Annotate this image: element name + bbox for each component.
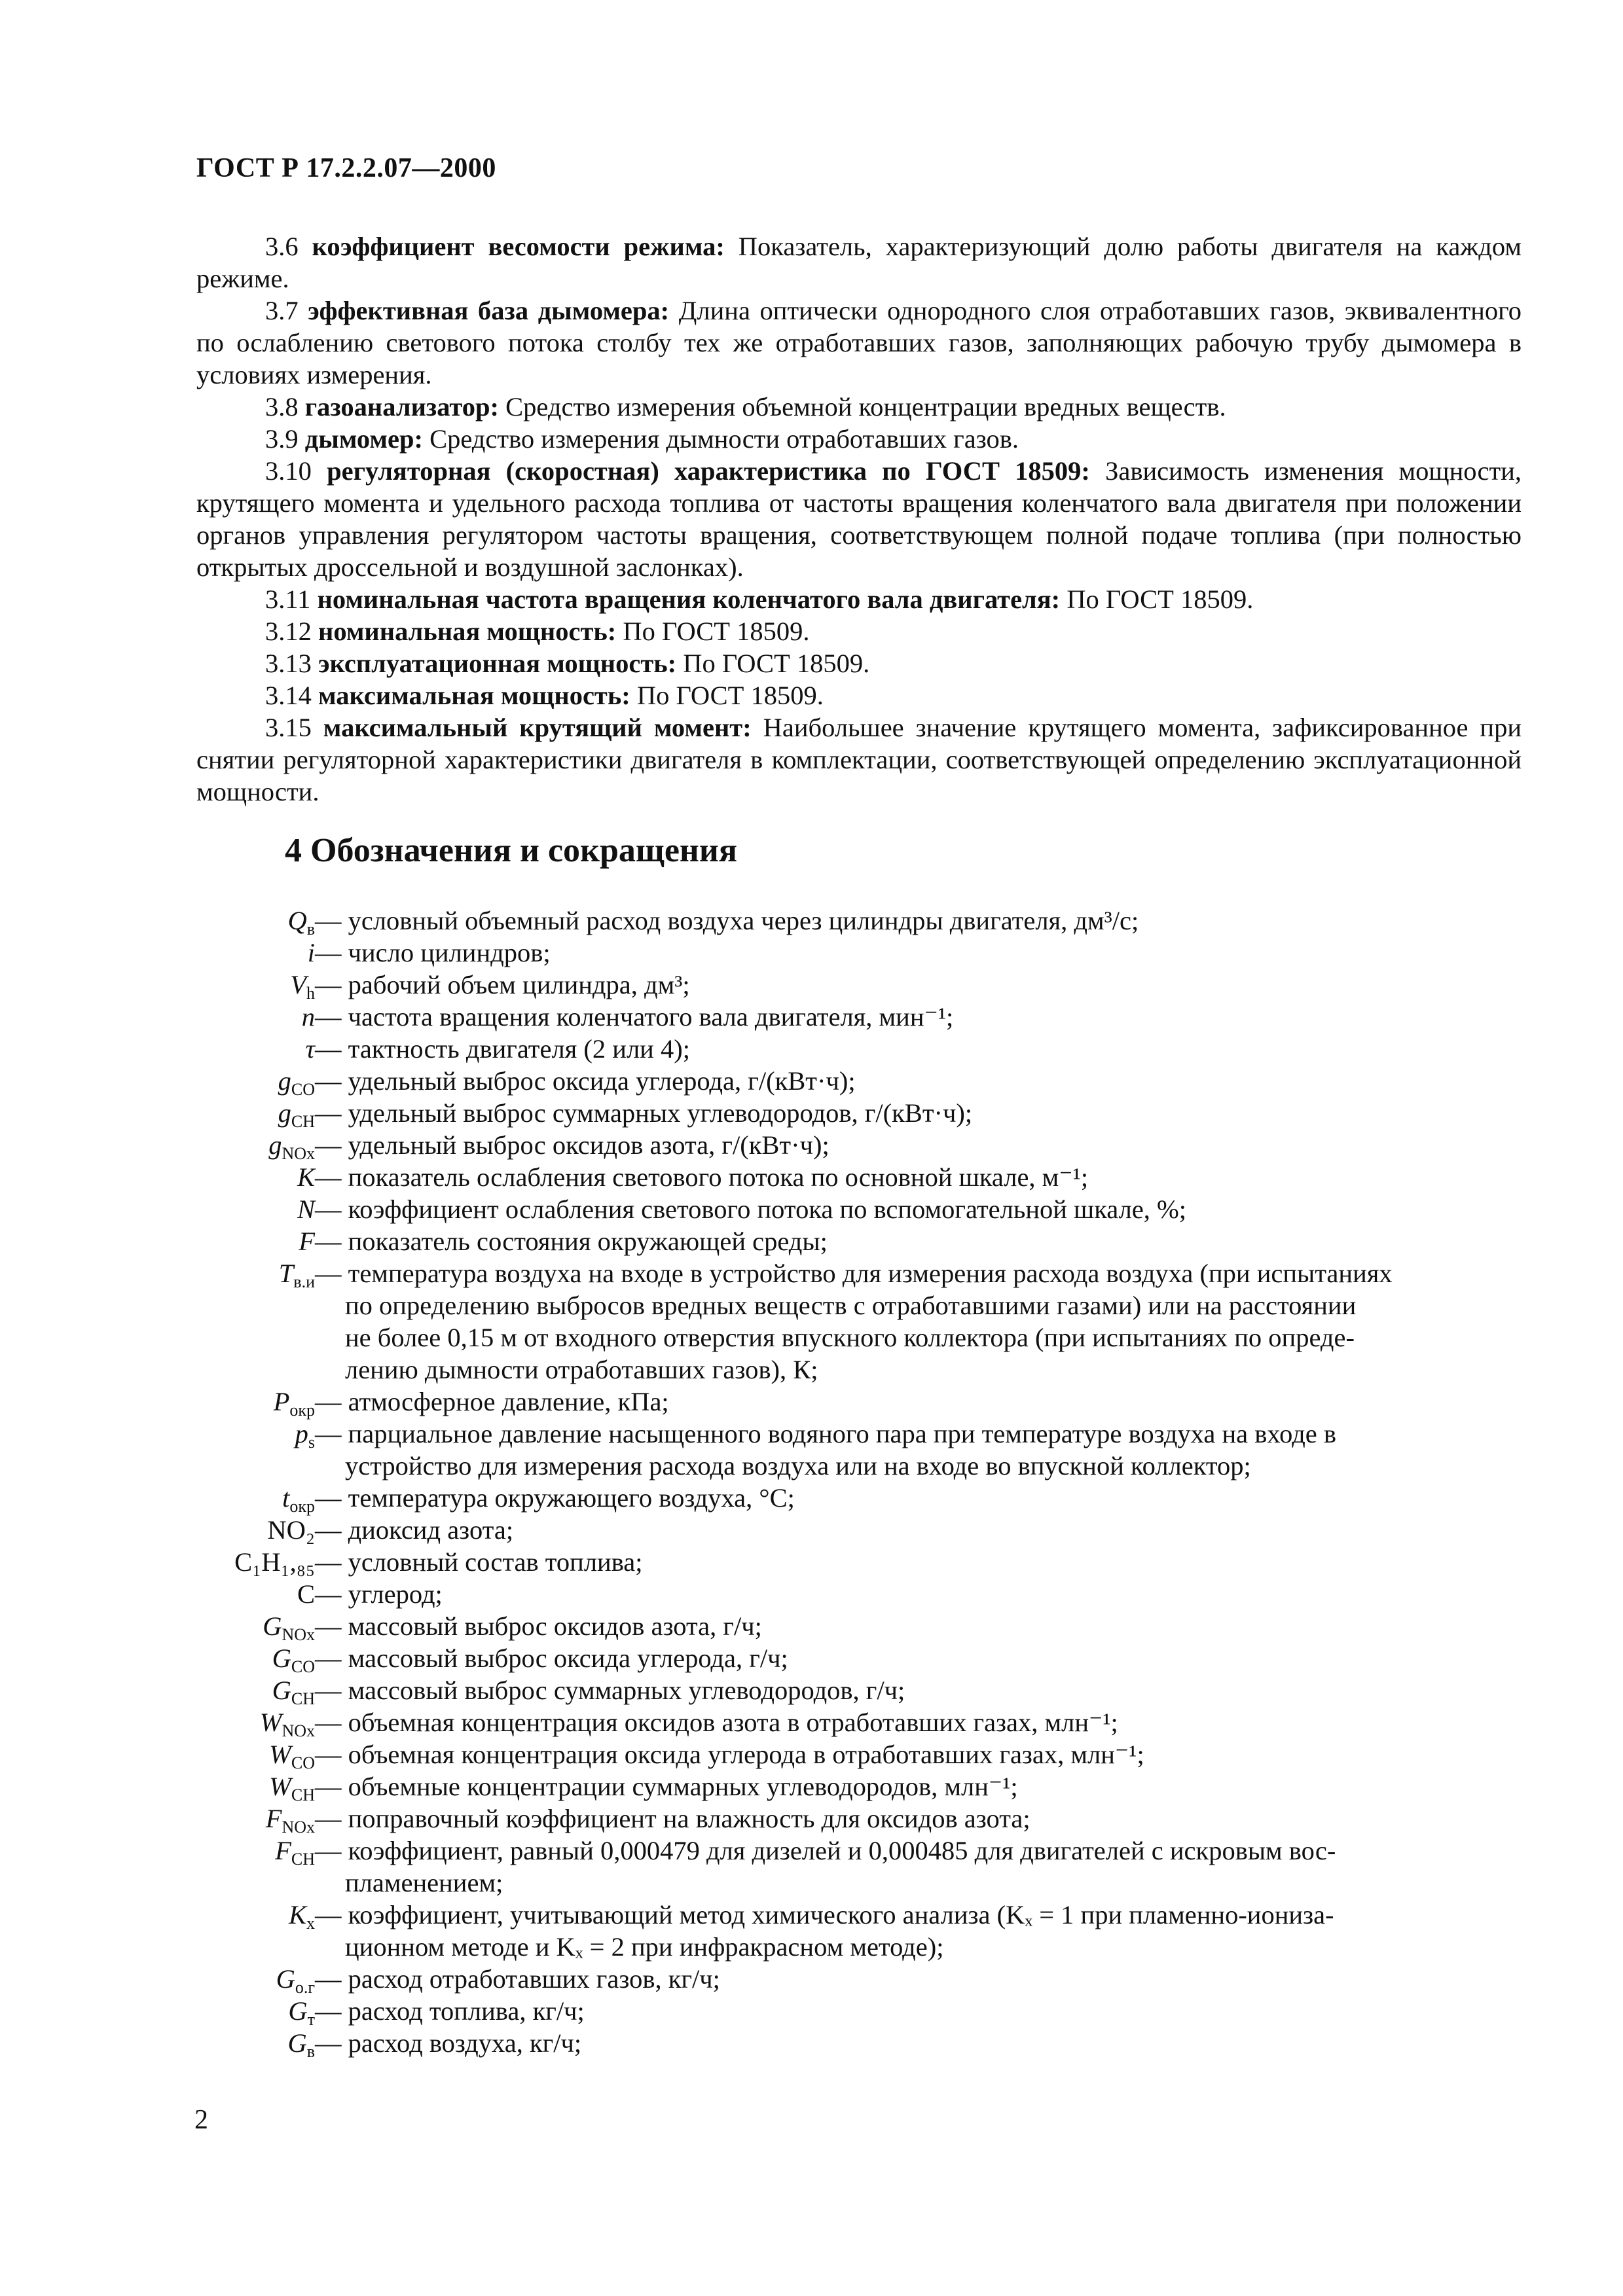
- notation-description: — массовый выброс оксидов азота, г/ч;: [315, 1611, 762, 1641]
- definition-term: номинальная частота вращения коленчатого вала двигателя:: [317, 584, 1061, 614]
- notation-description: — объемная концентрация оксидов азота в отработавших газах, млн⁻¹;: [315, 1708, 1118, 1737]
- notation-description: — атмосферное давление, кПа;: [315, 1387, 669, 1416]
- notation-description: — коэффициент ослабления светового потока по вспомогательной шкале, %;: [315, 1194, 1187, 1224]
- definition-text: Зависимость изменения мощности, крутящего момента и удельного расхода топлива от частоты вращения коленчатого вала двигателя при положении органов управления регулятором частоты вращения, соответствующем полной подаче топлива (при полностью открытых дроссельной и воздушной заслонках).: [196, 456, 1522, 582]
- notation-description: — углерод;: [315, 1579, 443, 1609]
- notation-item: [0, 1578, 1623, 1610]
- definition-term: максимальная мощность:: [318, 681, 630, 710]
- notation-description: — температура окружающего воздуха, °С;: [315, 1483, 795, 1513]
- notation-item: [0, 937, 1623, 969]
- notation-symbol: $g_{NOx}$: [268, 1130, 315, 1163]
- notation-description: — условный объемный расход воздуха через цилиндры двигателя, дм³/с;: [315, 906, 1139, 935]
- notation-item: [0, 1770, 1623, 1803]
- notation-item: [0, 1610, 1623, 1642]
- notation-description: — число цилиндров;: [315, 938, 551, 967]
- notation-item: [0, 1738, 1623, 1770]
- notation-description: — массовый выброс суммарных углеводородов, г/ч;: [315, 1676, 905, 1705]
- definition-text: Средство измерения объемной концентрации вредных веществ.: [505, 392, 1226, 422]
- notation-item: [0, 1706, 1623, 1738]
- definition-number: 3.7: [265, 296, 299, 325]
- notation-description: — частота вращения коленчатого вала двигателя, мин⁻¹;: [315, 1002, 954, 1031]
- notation-symbol: $G_в$: [287, 2028, 315, 2061]
- notation-symbol: $W_{CH}$: [269, 1772, 315, 1804]
- notation-item: [0, 1514, 1623, 1546]
- definition-item: [196, 583, 1522, 615]
- definition-text: По ГОСТ 18509.: [636, 681, 824, 710]
- definition-item: [196, 615, 1522, 647]
- notation-description: — расход топлива, кг/ч;: [315, 1996, 585, 2026]
- notation-description: — рабочий объем цилиндра, дм³;: [315, 970, 690, 999]
- definition-number: 3.8: [265, 392, 299, 422]
- notation-item: [0, 1129, 1623, 1161]
- definition-number: 3.11: [265, 584, 311, 614]
- notation-symbol: $F_{CH}$: [275, 1836, 315, 1869]
- definition-term: эксплуатационная мощность:: [318, 649, 677, 678]
- notation-item: [0, 1257, 1623, 1386]
- definition-number: 3.12: [265, 617, 312, 646]
- notation-symbol: $W_{NOx}$: [259, 1708, 315, 1740]
- notation-description: — удельный выброс суммарных углеводородов, г/(кВт·ч);: [315, 1098, 973, 1128]
- definition-term: максимальный крутящий момент:: [323, 713, 752, 742]
- notation-description: — диоксид азота;: [315, 1515, 514, 1545]
- notation-symbol: τ: [305, 1034, 315, 1064]
- notation-item: [0, 905, 1623, 937]
- notation-item: [0, 1001, 1623, 1033]
- notation-symbol: $G_{CH}$: [272, 1676, 315, 1708]
- notation-description: — условный состав топлива;: [315, 1547, 643, 1577]
- notation-description: — расход отработавших газов, кг/ч;: [315, 1964, 720, 1994]
- notation-symbol: NO₂: [267, 1515, 315, 1545]
- notation-symbol: $Q_в$: [287, 906, 315, 939]
- definition-term: газоанализатор:: [304, 392, 500, 422]
- notation-symbol: i: [307, 938, 315, 967]
- notation-description: — поправочный коэффициент на влажность для оксидов азота;: [315, 1804, 1030, 1833]
- notation-description: — тактность двигателя (2 или 4);: [315, 1034, 690, 1064]
- definition-item: [196, 647, 1522, 679]
- notation-item: [0, 1674, 1623, 1706]
- notation-symbol: $T_{в.и}$: [278, 1259, 315, 1291]
- notation-item: [0, 1386, 1623, 1418]
- definition-text: Показатель, характеризующий долю работы двигателя на каждом режиме.: [196, 232, 1522, 293]
- definition-text: Средство измерения дымности отработавших газов.: [429, 424, 1019, 454]
- definition-term: номинальная мощность:: [318, 617, 617, 646]
- definition-number: 3.13: [265, 649, 312, 678]
- definition-number: 3.14: [265, 681, 312, 710]
- definition-term: дымомер:: [304, 424, 423, 454]
- definition-term: коэффициент весомости режима:: [312, 232, 725, 261]
- notation-symbol: $K_x$: [288, 1900, 315, 1933]
- notation-symbol: $G_{NOx}$: [263, 1611, 315, 1644]
- notation-item: [0, 1642, 1623, 1674]
- notation-description: — коэффициент, равный 0,000479 для дизелей и 0,000485 для двигателей с искровым вос- пламенением;: [315, 1836, 1336, 1897]
- notation-item: [0, 1803, 1623, 1835]
- notation-item: [0, 1899, 1623, 1963]
- notation-symbol: $G_{о.г}$: [276, 1964, 315, 1997]
- notation-symbol: K: [297, 1162, 315, 1192]
- notation-description: — показатель ослабления светового потока по основной шкале, м⁻¹;: [315, 1162, 1089, 1192]
- notation-symbol: C₁H₁,₈₅: [234, 1547, 315, 1577]
- definition-item: [196, 295, 1522, 391]
- notation-item: [0, 1097, 1623, 1129]
- notation-symbol: $G_т$: [288, 1996, 315, 2029]
- notation-description: — температура воздуха на входе в устройство для измерения расхода воздуха (при испытаниях по определению выбросов вредных веществ с отработавшими газами) или на расстоянии не более 0,15 м от входного отверстия впускного коллектора (при испытаниях по опреде- лению дымности отработавших газов), К;: [315, 1259, 1393, 1384]
- notation-item: [0, 1482, 1623, 1514]
- definition-item: [196, 391, 1522, 423]
- notations-list: [0, 905, 1623, 2059]
- notation-item: [0, 1225, 1623, 1257]
- notation-description: — расход воздуха, кг/ч;: [315, 2028, 582, 2058]
- notation-item: [0, 969, 1623, 1001]
- notation-description: — объемные концентрации суммарных углеводородов, млн⁻¹;: [315, 1772, 1018, 1801]
- definition-item: [196, 423, 1522, 455]
- notation-item: [0, 1963, 1623, 1995]
- notation-symbol: $g_{CH}$: [278, 1098, 315, 1131]
- definition-text: По ГОСТ 18509.: [623, 617, 810, 646]
- definition-text: Наибольшее значение крутящего момента, зафиксированное при снятии регуляторной характеристики двигателя в комплектации, соответствующей определению эксплуатационной мощности.: [196, 713, 1522, 806]
- notation-symbol: $p_s$: [295, 1419, 315, 1452]
- notation-item: [0, 1995, 1623, 2027]
- section-title: 4 Обозначения и сокращения: [285, 832, 737, 869]
- definition-number: 3.6: [265, 232, 299, 261]
- notation-symbol: $g_{CO}$: [278, 1066, 315, 1099]
- notation-symbol: $W_{CO}$: [269, 1740, 315, 1772]
- definitions-list: [196, 230, 1522, 808]
- definition-item: [196, 711, 1522, 808]
- notation-symbol: C: [297, 1579, 315, 1609]
- notation-symbol: $P_{окр}$: [273, 1387, 315, 1420]
- notation-description: — удельный выброс оксида углерода, г/(кВт·ч);: [315, 1066, 856, 1096]
- definition-term: регуляторная (скоростная) характеристика по ГОСТ 18509:: [327, 456, 1090, 486]
- definition-number: 3.10: [265, 456, 312, 486]
- notation-item: [0, 2027, 1623, 2059]
- definition-text: Длина оптически однородного слоя отработавших газов, эквивалентного по ослаблению светового потока столбу тех же отработавших газов, заполняющих рабочую трубу дымомера в условиях измерения.: [196, 296, 1522, 389]
- definition-text: По ГОСТ 18509.: [683, 649, 870, 678]
- notation-symbol: n: [301, 1002, 315, 1031]
- definition-number: 3.9: [265, 424, 299, 454]
- notation-symbol: $G_{CO}$: [272, 1643, 315, 1676]
- notation-description: — массовый выброс оксида углерода, г/ч;: [315, 1643, 788, 1673]
- notation-item: [0, 1065, 1623, 1097]
- notation-item: [0, 1161, 1623, 1193]
- definition-item: [196, 230, 1522, 295]
- notation-item: [0, 1546, 1623, 1578]
- notation-symbol: $F_{NOx}$: [265, 1804, 315, 1837]
- page-number: 2: [194, 2105, 208, 2135]
- document-header: ГОСТ Р 17.2.2.07—2000: [196, 153, 496, 183]
- notation-symbol: $t_{окр}$: [282, 1483, 315, 1516]
- notation-description: — показатель состояния окружающей среды;: [315, 1227, 828, 1256]
- notation-description: — коэффициент, учитывающий метод химического анализа (Kₓ = 1 при пламенно-иониза- ционном методе и Kₓ = 2 при инфракрасном методе);: [315, 1900, 1334, 1962]
- definition-term: эффективная база дымомера:: [308, 296, 670, 325]
- notation-item: [0, 1835, 1623, 1899]
- definition-item: [196, 455, 1522, 583]
- notation-symbol: $V_h$: [290, 970, 315, 1003]
- notation-description: — парциальное давление насыщенного водяного пара при температуре воздуха на входе в устройство для измерения расхода воздуха или на входе во впускной коллектор;: [315, 1419, 1337, 1480]
- notation-description: — удельный выброс оксидов азота, г/(кВт·ч);: [315, 1130, 830, 1160]
- notation-item: [0, 1033, 1623, 1065]
- notation-item: [0, 1193, 1623, 1225]
- definition-item: [196, 679, 1522, 711]
- definition-text: По ГОСТ 18509.: [1067, 584, 1254, 614]
- notation-description: — объемная концентрация оксида углерода в отработавших газах, млн⁻¹;: [315, 1740, 1144, 1769]
- notation-symbol: F: [299, 1227, 315, 1256]
- notation-item: [0, 1418, 1623, 1482]
- definition-number: 3.15: [265, 713, 312, 742]
- notation-symbol: N: [297, 1194, 315, 1224]
